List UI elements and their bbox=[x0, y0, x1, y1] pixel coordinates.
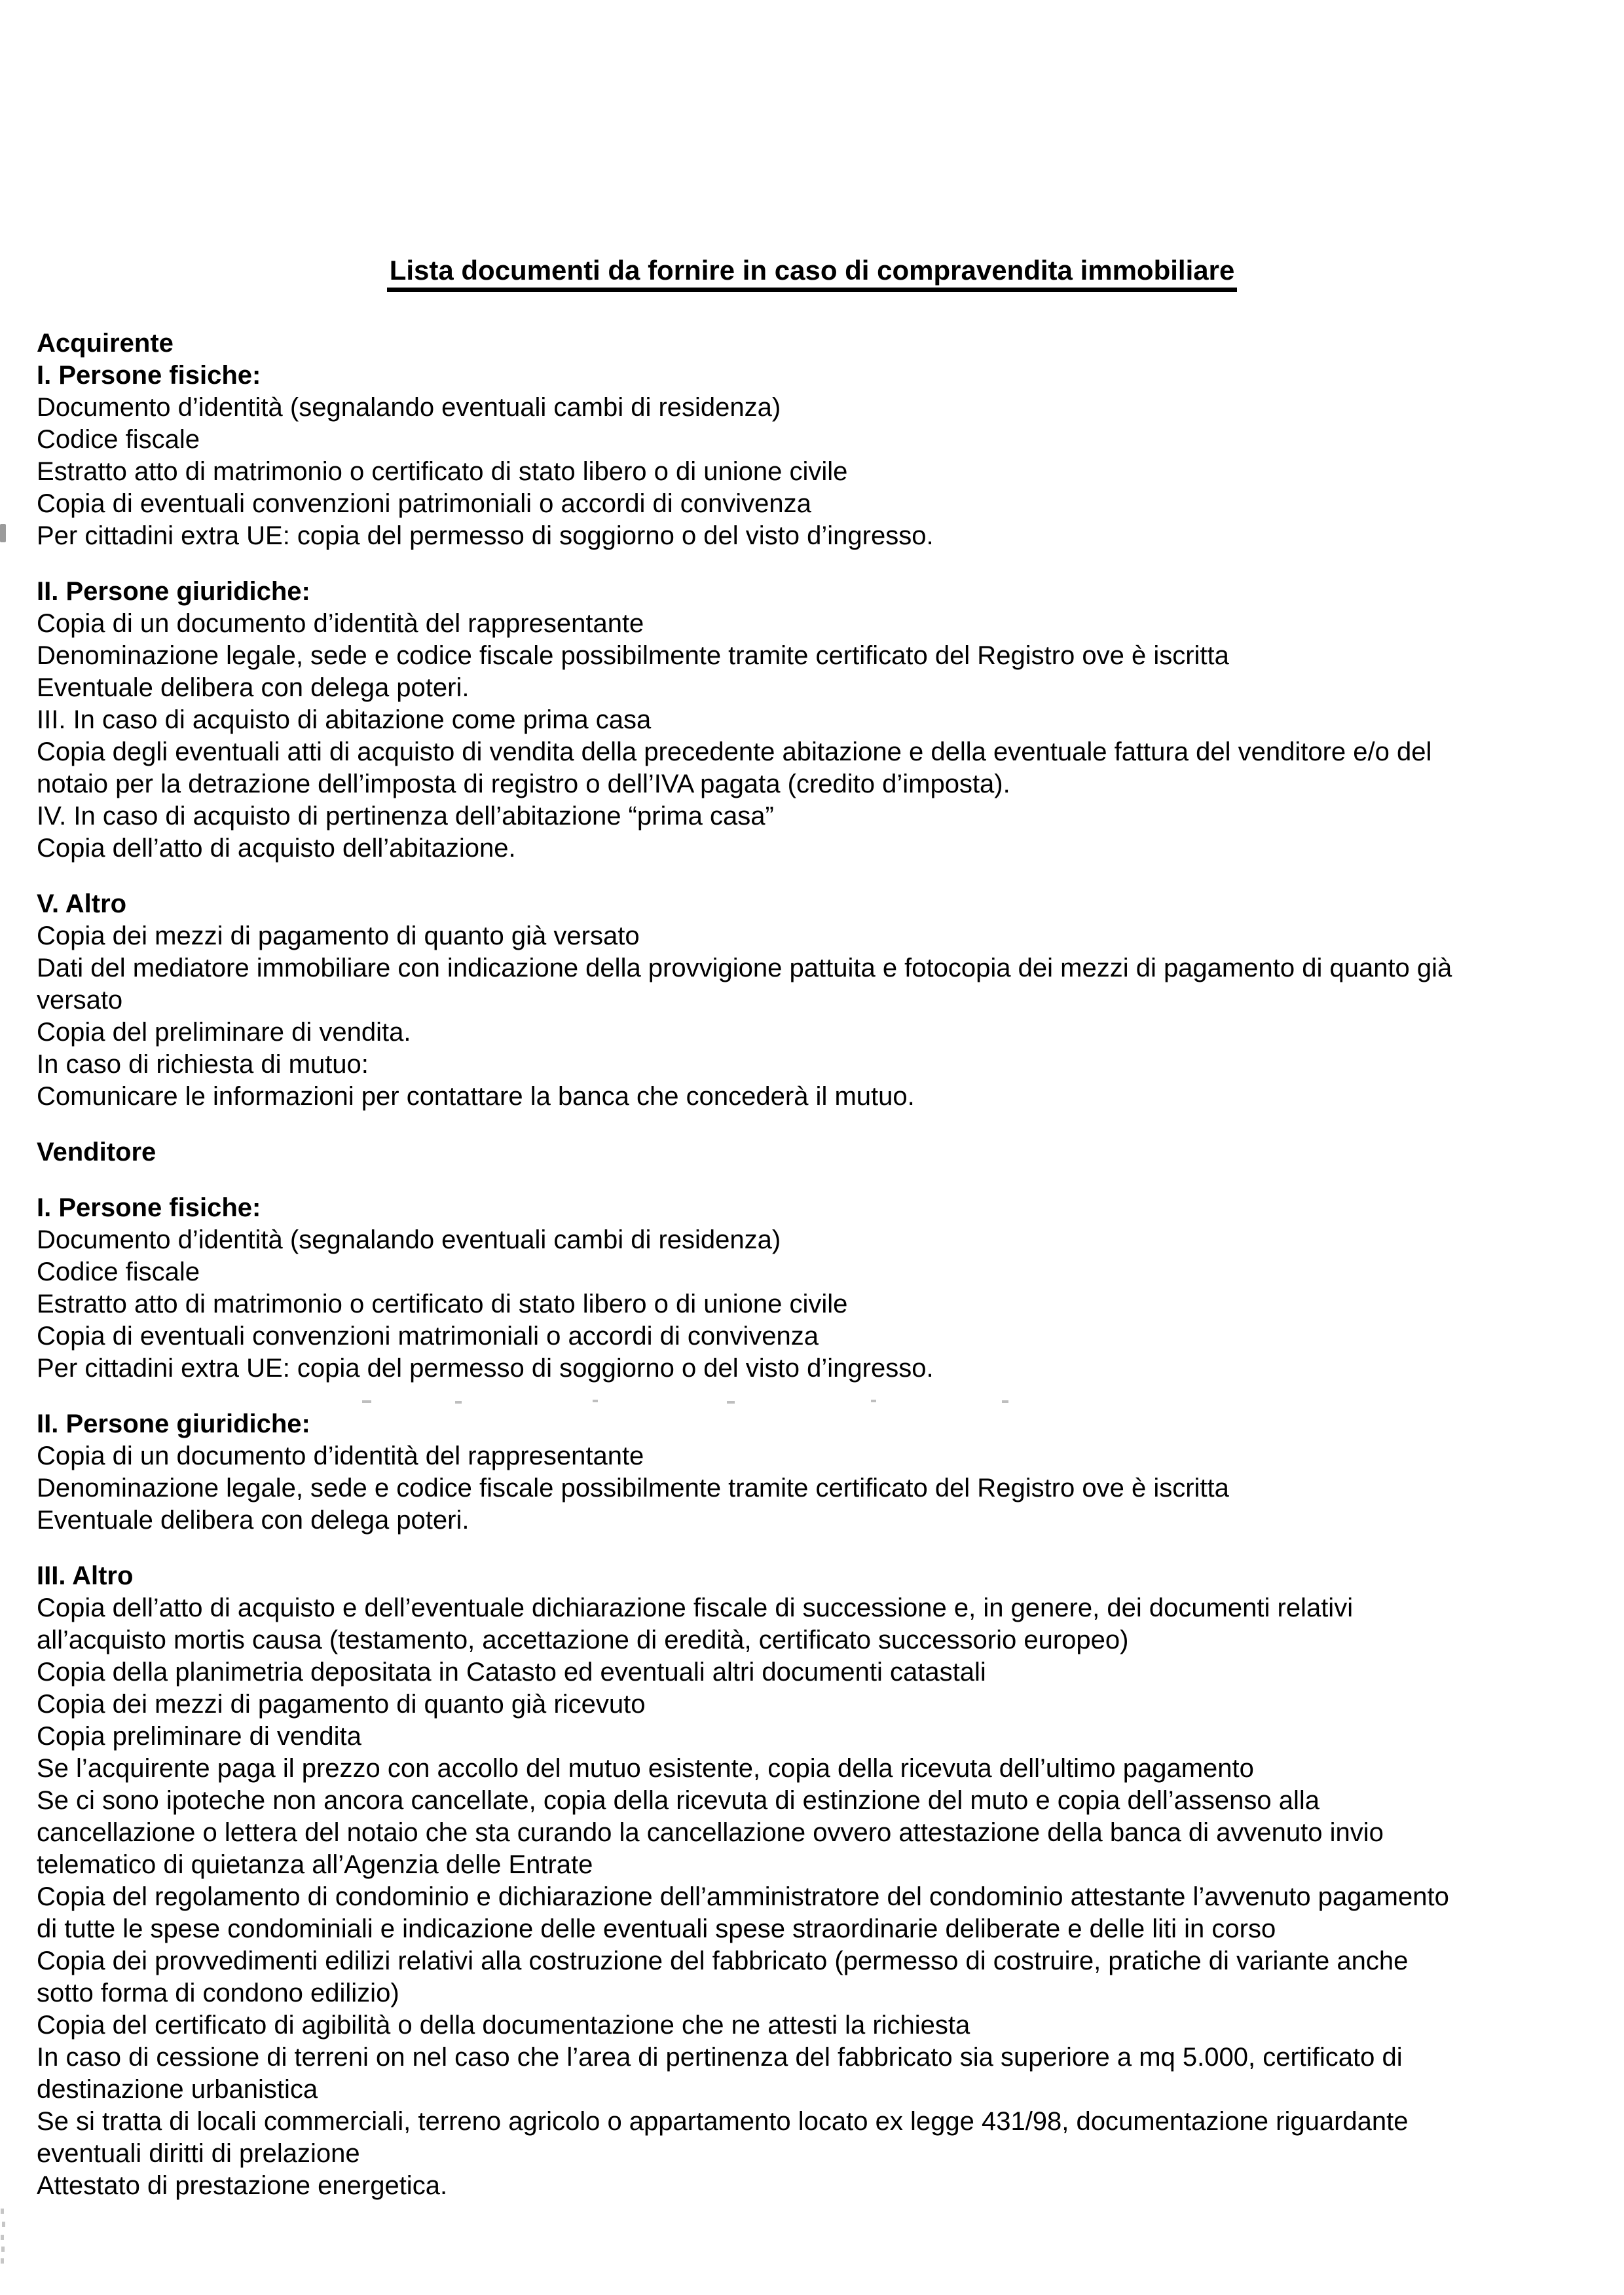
text-line: Codice fiscale bbox=[37, 1258, 200, 1286]
scan-artifact-remnant-dash bbox=[871, 1400, 876, 1402]
document-title: Lista documenti da fornire in caso di compravendita immobiliare bbox=[387, 254, 1238, 292]
section-heading: V. Altro bbox=[37, 889, 127, 918]
text-line: all’acquisto mortis causa (testamento, accettazione di eredità, certificato successorio europeo) bbox=[37, 1626, 1129, 1654]
text-line: Copia degli eventuali atti di acquisto di vendita della precedente abitazione e della eventuale fattura del venditore e/o del bbox=[37, 737, 1432, 766]
document-body bbox=[37, 327, 1611, 2202]
text-line: destinazione urbanistica bbox=[37, 2075, 318, 2104]
scan-artifact-speck bbox=[2, 2222, 5, 2227]
text-line: di tutte le spese condominiali e indicazione delle eventuali spese straordinarie deliberate e delle liti in corso bbox=[37, 1914, 1276, 1943]
section-heading: II. Persone giuridiche: bbox=[37, 1409, 310, 1438]
blank-line bbox=[37, 1168, 1611, 1192]
scan-artifact-edge-bar bbox=[0, 524, 6, 542]
scan-artifact-remnant-dash bbox=[362, 1400, 371, 1403]
text-line: Se si tratta di locali commerciali, terreno agricolo o appartamento locato ex legge 431/98, documentazione riguardante bbox=[37, 2107, 1409, 2136]
text-line: Copia dei mezzi di pagamento di quanto già versato bbox=[37, 922, 640, 950]
text-line: Per cittadini extra UE: copia del permesso di soggiorno o del visto d’ingresso. bbox=[37, 521, 934, 550]
blank-line bbox=[37, 552, 1611, 576]
section-heading: III. Altro bbox=[37, 1561, 134, 1590]
text-line: sotto forma di condono edilizio) bbox=[37, 1979, 399, 2007]
scan-artifact-speck bbox=[1, 2235, 4, 2240]
text-line: Denominazione legale, sede e codice fiscale possibilmente tramite certificato del Registro ove è iscritta bbox=[37, 1474, 1229, 1502]
text-line: Documento d’identità (segnalando eventuali cambi di residenza) bbox=[37, 393, 781, 422]
text-line: Se ci sono ipoteche non ancora cancellate, copia della ricevuta di estinzione del muto e copia dell’assenso alla bbox=[37, 1786, 1320, 1815]
text-line: In caso di richiesta di mutuo: bbox=[37, 1050, 369, 1079]
text-line: IV. In caso di acquisto di pertinenza dell’abitazione “prima casa” bbox=[37, 802, 774, 830]
text-line: Copia dell’atto di acquisto e dell’eventuale dichiarazione fiscale di successione e, in genere, dei documenti relativi bbox=[37, 1594, 1354, 1622]
text-line: Comunicare le informazioni per contattare la banca che concederà il mutuo. bbox=[37, 1082, 915, 1111]
text-line: III. In caso di acquisto di abitazione come prima casa bbox=[37, 705, 652, 734]
blank-line bbox=[37, 1385, 1611, 1408]
text-line: Copia della planimetria depositata in Catasto ed eventuali altri documenti catastali bbox=[37, 1658, 986, 1687]
text-line: notaio per la detrazione dell’imposta di registro o dell’IVA pagata (credito d’imposta). bbox=[37, 770, 1010, 798]
blank-line bbox=[37, 865, 1611, 888]
scan-artifact-remnant-dash bbox=[1002, 1400, 1008, 1403]
text-line: versato bbox=[37, 986, 123, 1015]
blank-line bbox=[37, 1113, 1611, 1136]
text-line: Eventuale delibera con delega poteri. bbox=[37, 673, 470, 702]
text-line: Estratto atto di matrimonio o certificato di stato libero o di unione civile bbox=[37, 1290, 848, 1318]
scan-artifact-remnant-dash bbox=[593, 1400, 598, 1402]
text-line: Copia del regolamento di condominio e dichiarazione dell’amministratore del condominio attestante l’avvenuto pagamento bbox=[37, 1882, 1449, 1911]
text-line: In caso di cessione di terreni on nel caso che l’area di pertinenza del fabbricato sia superiore a mq 5.000, certificato di bbox=[37, 2043, 1403, 2072]
text-line: Copia dei provvedimenti edilizi relativi alla costruzione del fabbricato (permesso di costruire, pratiche di variante anche bbox=[37, 1947, 1409, 1975]
text-line: Attestato di prestazione energetica. bbox=[37, 2171, 448, 2200]
text-line: Documento d’identità (segnalando eventuali cambi di residenza) bbox=[37, 1225, 781, 1254]
text-line: telematico di quietanza all’Agenzia delle Entrate bbox=[37, 1850, 593, 1879]
scan-artifact-remnant-dash bbox=[727, 1401, 735, 1404]
section-heading: Venditore bbox=[37, 1138, 157, 1166]
text-line: Copia di un documento d’identità del rappresentante bbox=[37, 1442, 644, 1470]
text-line: Estratto atto di matrimonio o certificato di stato libero o di unione civile bbox=[37, 457, 848, 486]
section-heading: I. Persone fisiche: bbox=[37, 1193, 261, 1222]
scan-artifact-remnant-dash bbox=[455, 1401, 462, 1404]
text-line: Copia di eventuali convenzioni patrimoniali o accordi di convivenza bbox=[37, 489, 811, 518]
text-line: Copia dell’atto di acquisto dell’abitazione. bbox=[37, 834, 516, 863]
text-line: cancellazione o lettera del notaio che sta curando la cancellazione ovvero attestazione della banca di avvenuto invio bbox=[37, 1818, 1384, 1847]
text-line: Codice fiscale bbox=[37, 425, 200, 454]
text-line: Se l’acquirente paga il prezzo con accollo del mutuo esistente, copia della ricevuta dell’ultimo pagamento bbox=[37, 1754, 1254, 1783]
text-line: Copia del certificato di agibilità o della documentazione che ne attesti la richiesta bbox=[37, 2011, 970, 2040]
text-line: Dati del mediatore immobiliare con indicazione della provvigione pattuita e fotocopia dei mezzi di pagamento di quanto già bbox=[37, 954, 1452, 982]
section-heading: II. Persone giuridiche: bbox=[37, 577, 310, 606]
text-line: Copia preliminare di vendita bbox=[37, 1722, 361, 1751]
scan-artifact-speck bbox=[1, 2247, 5, 2252]
text-line: Per cittadini extra UE: copia del permesso di soggiorno o del visto d’ingresso. bbox=[37, 1354, 934, 1383]
text-line: Denominazione legale, sede e codice fiscale possibilmente tramite certificato del Registro ove è iscritta bbox=[37, 641, 1229, 670]
scan-artifact-speck bbox=[1, 2258, 4, 2264]
title-row bbox=[0, 254, 1624, 292]
section-heading: I. Persone fisiche: bbox=[37, 361, 261, 390]
scan-artifact-speck bbox=[1, 2209, 4, 2214]
section-heading: Acquirente bbox=[37, 329, 174, 358]
text-line: Copia dei mezzi di pagamento di quanto già ricevuto bbox=[37, 1690, 646, 1719]
text-line: Copia del preliminare di vendita. bbox=[37, 1018, 411, 1047]
text-line: Eventuale delibera con delega poteri. bbox=[37, 1506, 470, 1535]
blank-line bbox=[37, 1537, 1611, 1560]
text-line: Copia di un documento d’identità del rappresentante bbox=[37, 609, 644, 638]
text-line: eventuali diritti di prelazione bbox=[37, 2139, 360, 2168]
text-line: Copia di eventuali convenzioni matrimoniali o accordi di convivenza bbox=[37, 1322, 819, 1351]
